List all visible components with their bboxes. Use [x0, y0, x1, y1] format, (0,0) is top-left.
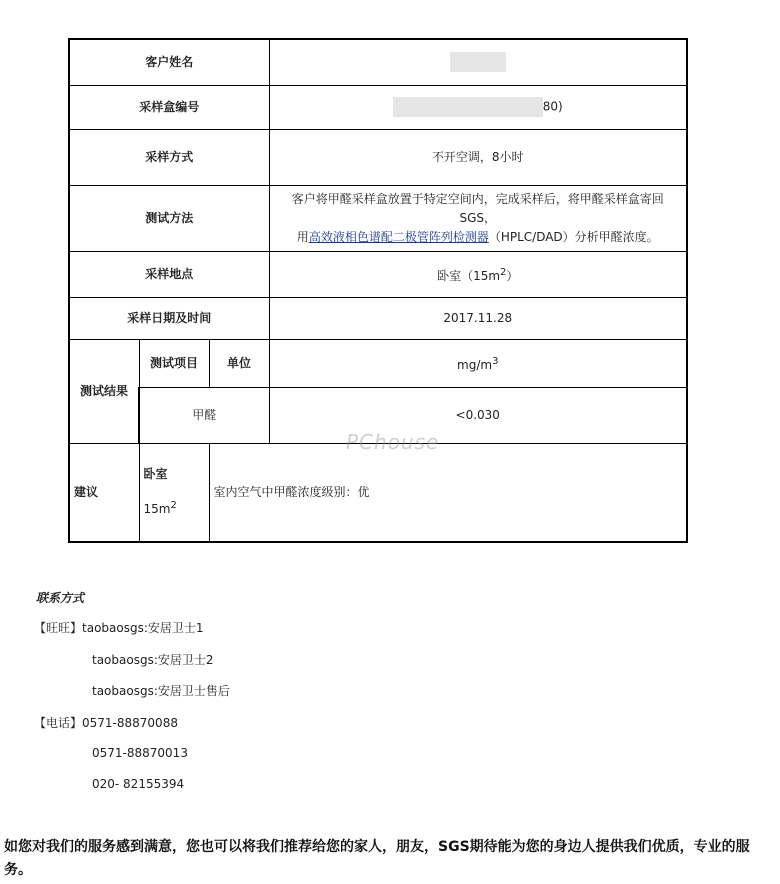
result-value: <0.030 [269, 387, 687, 443]
location-value [269, 251, 687, 297]
unit-text: mg/m [457, 357, 493, 372]
watermark: PChouse [346, 430, 440, 454]
unit-value [269, 339, 687, 387]
location-label: 采样地点 [69, 251, 269, 297]
phone-number-1: 0571-88870088 [82, 716, 178, 730]
test-method-line2-suffix: （HPLC/DAD）分析甲醛浓度。 [488, 229, 659, 244]
wangwang-label: 【旺旺】 [34, 621, 83, 635]
suggestion-label: 建议 [69, 443, 139, 542]
unit-sup: 3 [492, 355, 499, 367]
item-label: 测试项目 [139, 339, 209, 387]
datetime-value: 2017.11.28 [269, 297, 687, 339]
phone-label: 【电话】 [34, 716, 83, 730]
sample-box-label: 采样盒编号 [69, 85, 269, 129]
datetime-label: 采样日期及时间 [69, 297, 269, 339]
wangwang-account-3: taobaosgs:安居卫士售后 [92, 684, 230, 698]
phone-number-3: 020- 82155394 [92, 777, 185, 791]
sample-box-value [269, 85, 687, 129]
test-method-line1: 客户将甲醛采样盒放置于特定空间内，完成采样后，将甲醛采样盒寄回SGS， [291, 191, 664, 225]
room-info [139, 443, 209, 542]
room-area-sup: 2 [170, 500, 177, 512]
room-area [144, 496, 205, 519]
contact-title: 联系方式 [36, 591, 85, 605]
wangwang-row-1 [34, 619, 204, 636]
unit-label: 单位 [209, 339, 269, 387]
results-label: 测试结果 [69, 339, 139, 443]
closing-message: 如您对我们的服务感到满意，您也可以将我们推荐给您的家人，朋友，SGS期待能为您的身边人提供我们优质，专业的服务。 [4, 839, 750, 878]
substance-name: 甲醛 [139, 387, 269, 443]
suggestion-text: 室内空气中甲醛浓度级别：优 [209, 443, 687, 542]
hplc-link[interactable]: 高效液相色谱配二极管阵列检测器 [308, 229, 489, 244]
test-method-value [269, 185, 687, 251]
room-name: 卧室 [143, 467, 168, 482]
customer-name-value [269, 39, 687, 85]
redacted-block [393, 97, 543, 117]
test-method-label: 测试方法 [69, 185, 269, 251]
location-sup: 2 [500, 266, 507, 278]
wangwang-account-1: taobaosgs:安居卫士1 [82, 621, 204, 635]
location-text: 卧室（15m [437, 268, 501, 283]
redacted-block [450, 52, 506, 72]
test-method-line2-prefix: 用 [296, 229, 309, 244]
method-label: 采样方式 [69, 129, 269, 185]
phone-row-1 [34, 714, 178, 731]
phone-number-2: 0571-88870013 [92, 746, 188, 760]
location-suffix: ） [506, 268, 519, 283]
sample-box-visible-text: 80) [542, 99, 563, 114]
wangwang-account-2: taobaosgs:安居卫士2 [92, 653, 214, 667]
customer-name-label: 客户姓名 [69, 39, 269, 85]
room-area-text: 15m [143, 502, 171, 517]
report-table [68, 38, 688, 543]
method-value: 不开空调，8小时 [269, 129, 687, 185]
